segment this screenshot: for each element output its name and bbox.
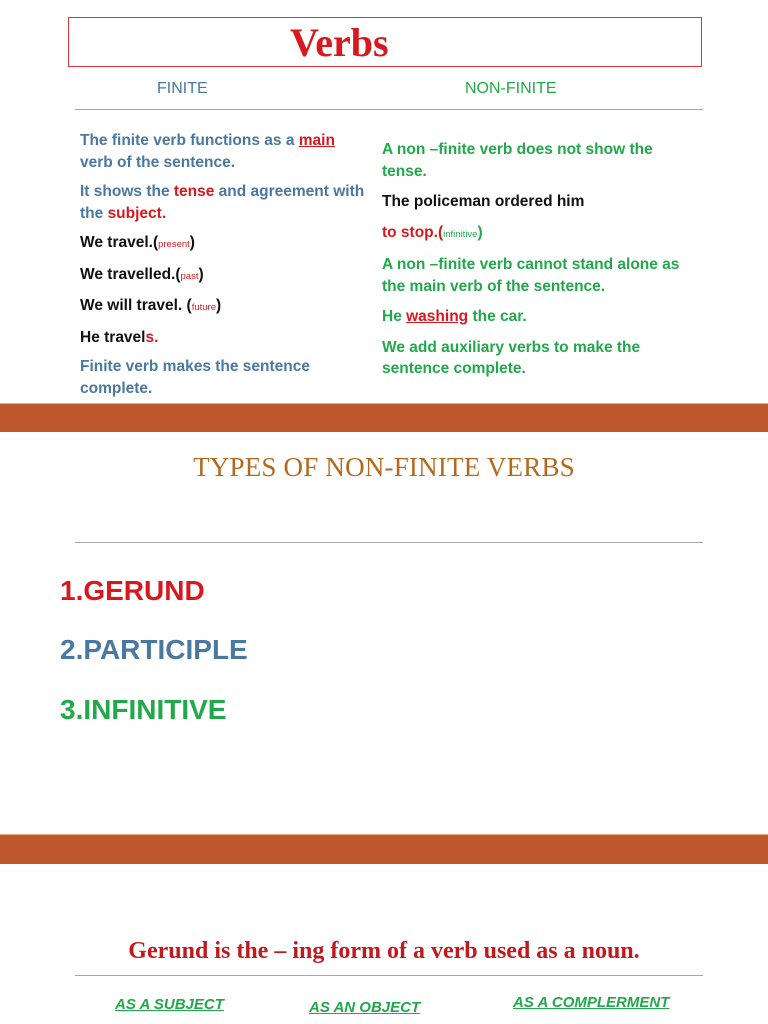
nonfinite-cannot-stand: A non –finite verb cannot stand alone as the main verb of the sentence. [382,256,680,295]
use-as-complement: AS A COMPLERMENT [513,994,670,1011]
nonfinite-header: NON-FINITE [465,80,557,97]
nonfinite-example-infinitive: to stop.(infinitive) [382,223,483,241]
header-divider [75,109,703,110]
finite-column [80,130,370,399]
slide-separator-highlight [0,834,768,835]
keyword-washing: washing [406,308,469,325]
nonfinite-column [382,139,692,380]
slide-separator-highlight [0,403,768,404]
type-participle: 2.PARTICIPLE [60,634,248,665]
tag-present: present [158,239,190,250]
slide-separator-band [0,403,768,432]
finite-complete: Finite verb makes the sentence complete. [80,358,311,397]
slide-title: Verbs [290,20,389,65]
keyword-main: main [298,132,335,149]
example-travels: He travels. [80,328,159,346]
gerund-divider [75,975,703,976]
tag-future: future [191,302,216,313]
example-past: We travelled.(past) [80,265,204,283]
types-title: TYPES OF NON-FINITE VERBS [193,452,575,482]
keyword-subject: subject. [107,204,167,222]
nonfinite-example-washing: He washing the car. [382,308,527,325]
keyword-tense: tense [173,183,215,200]
type-gerund: 1.GERUND [60,575,205,606]
example-present: We travel.(present) [80,234,195,251]
use-as-object: AS AN OBJECT [309,999,421,1016]
nonfinite-definition: A non –finite verb does not show the tense. [382,141,653,180]
use-as-subject: AS A SUBJECT [115,996,224,1013]
types-divider [75,542,703,543]
finite-header: FINITE [157,80,208,97]
finite-definition: The finite verb functions as a main verb of the sentence. [80,132,335,171]
slide-separator-band [0,834,768,864]
nonfinite-auxiliary: We add auxiliary verbs to make the sentence complete. [382,338,641,377]
finite-shows-tense: It shows the tense and agreement with the subject. [80,183,365,222]
type-infinitive: 3.INFINITIVE [60,694,227,725]
gerund-definition: Gerund is the – ing form of a verb used as a noun. [128,938,640,964]
tag-infinitive: infinitive [443,228,478,240]
tag-past: past [180,270,199,282]
nonfinite-example: The policeman ordered him [382,193,585,210]
example-future: We will travel. (future) [80,297,222,314]
